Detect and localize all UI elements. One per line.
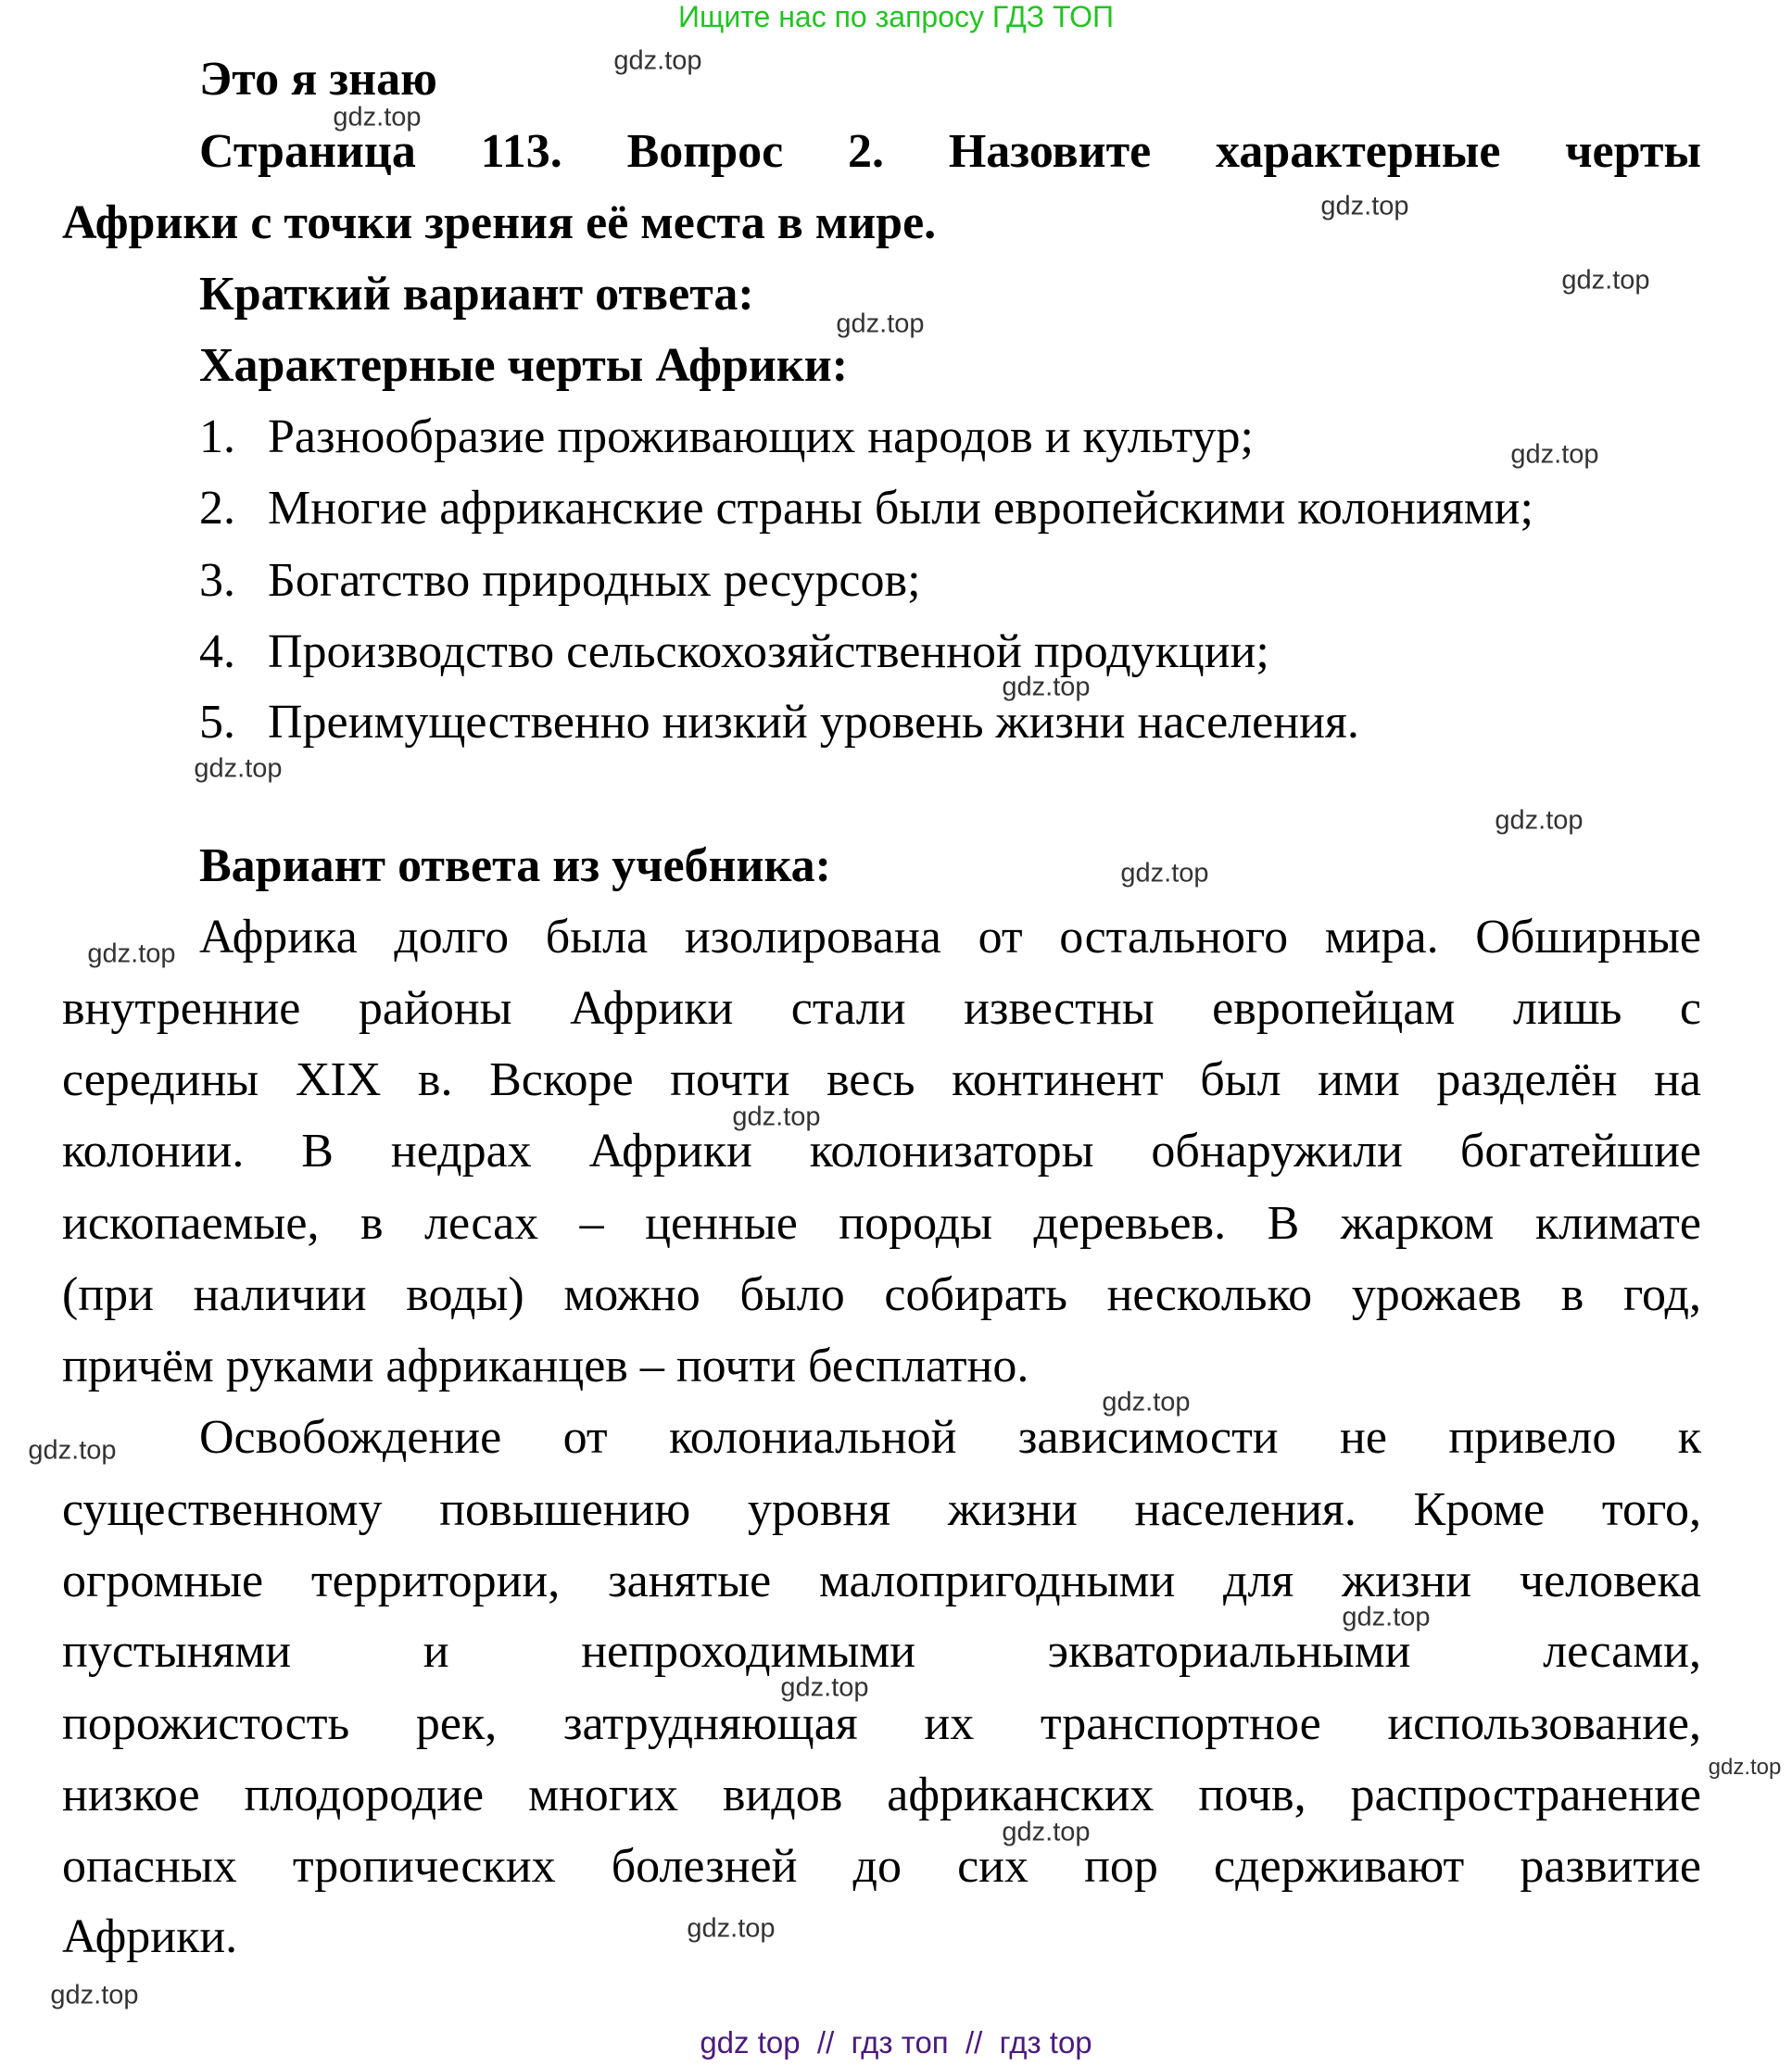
paragraph-line: существенному повышению уровня жизни населения. Кроме того, bbox=[62, 1483, 1701, 1536]
list-item: Производство сельскохозяйственной продукции; bbox=[268, 625, 1269, 678]
watermark: gdz.top bbox=[1002, 1817, 1091, 1847]
watermark: gdz.top bbox=[1708, 1755, 1782, 1780]
search-banner[interactable]: Ищите нас по запросу ГДЗ ТОП bbox=[678, 0, 1114, 33]
watermark: gdz.top bbox=[732, 1102, 821, 1132]
paragraph-line: пустынями и непроходимыми экваториальными лесами, bbox=[62, 1625, 1701, 1678]
watermark: gdz.top bbox=[1495, 805, 1584, 836]
watermark: gdz.top bbox=[333, 102, 422, 132]
question-line-2: Африки с точки зрения её места в мире. bbox=[62, 196, 937, 249]
paragraph-line: Африки. bbox=[62, 1910, 238, 1963]
list-item: Многие африканские страны были европейскими колониями; bbox=[268, 482, 1533, 535]
question-line-1 bbox=[199, 116, 1701, 187]
paragraph-line: ископаемые, в лесах – ценные породы деревьев. В жарком климате bbox=[62, 1197, 1701, 1250]
watermark: gdz.top bbox=[1561, 265, 1650, 296]
paragraph-line: опасных тропических болезней до сих пор сдерживают развитие bbox=[62, 1840, 1701, 1893]
paragraph-line: Африка долго была изолирована от остального мира. Обширные bbox=[199, 911, 1701, 964]
watermark: gdz.top bbox=[1510, 439, 1599, 470]
watermark: gdz.top bbox=[1120, 858, 1209, 888]
question-word: характерные bbox=[1216, 125, 1501, 178]
features-heading: Характерные черты Африки: bbox=[199, 339, 849, 392]
watermark: gdz.top bbox=[1320, 191, 1409, 221]
watermark: gdz.top bbox=[194, 753, 283, 784]
watermark: gdz.top bbox=[87, 939, 176, 969]
watermark: gdz.top bbox=[1002, 672, 1091, 702]
paragraph-line: низкое плодородие многих видов африканских почв, распространение bbox=[62, 1769, 1701, 1821]
question-word: Назовите bbox=[948, 125, 1152, 178]
watermark: gdz.top bbox=[836, 309, 925, 339]
list-item: Преимущественно низкий уровень жизни населения. bbox=[268, 696, 1359, 749]
watermark: gdz.top bbox=[50, 1980, 139, 2010]
watermark: gdz.top bbox=[687, 1913, 776, 1944]
paragraph-line: причём руками африканцев – почти бесплатно. bbox=[62, 1340, 1029, 1392]
watermark: gdz.top bbox=[1342, 1602, 1431, 1632]
paragraph-line: порожистость рек, затрудняющая их транспортное использование, bbox=[62, 1697, 1701, 1750]
list-item: Разнообразие проживающих народов и культур; bbox=[268, 410, 1254, 463]
section-title: Это я знаю bbox=[199, 53, 437, 106]
list-item: Богатство природных ресурсов; bbox=[268, 554, 921, 607]
paragraph-line: Освобождение от колониальной зависимости не привело к bbox=[199, 1411, 1701, 1464]
paragraph-line: внутренние районы Африки стали известны европейцам лишь с bbox=[62, 982, 1701, 1035]
question-ref: Страница 113. Вопрос 2. bbox=[199, 125, 885, 178]
watermark: gdz.top bbox=[613, 45, 702, 76]
watermark: gdz.top bbox=[780, 1672, 869, 1703]
watermark: gdz.top bbox=[1102, 1387, 1191, 1417]
paragraph-line: середины XIX в. Вскоре почти весь континент был ими разделён на bbox=[62, 1053, 1701, 1106]
paragraph-line: колонии. В недрах Африки колонизаторы обнаружили богатейшие bbox=[62, 1125, 1701, 1178]
short-answer-heading: Краткий вариант ответа: bbox=[199, 268, 754, 321]
paragraph-line: (при наличии воды) можно было собирать несколько урожаев в год, bbox=[62, 1268, 1701, 1321]
paragraph-line: огромные территории, занятые малопригодными для жизни человека bbox=[62, 1555, 1701, 1607]
list-number: 3. bbox=[199, 554, 235, 607]
list-number: 2. bbox=[199, 482, 235, 535]
list-number: 5. bbox=[199, 696, 235, 749]
textbook-heading: Вариант ответа из учебника: bbox=[199, 839, 831, 892]
footer-links[interactable]: gdz top // гдз топ // гдз top bbox=[700, 2025, 1092, 2060]
question-word: черты bbox=[1565, 125, 1702, 178]
list-number: 4. bbox=[199, 625, 235, 678]
watermark: gdz.top bbox=[28, 1435, 117, 1466]
list-number: 1. bbox=[199, 410, 235, 463]
